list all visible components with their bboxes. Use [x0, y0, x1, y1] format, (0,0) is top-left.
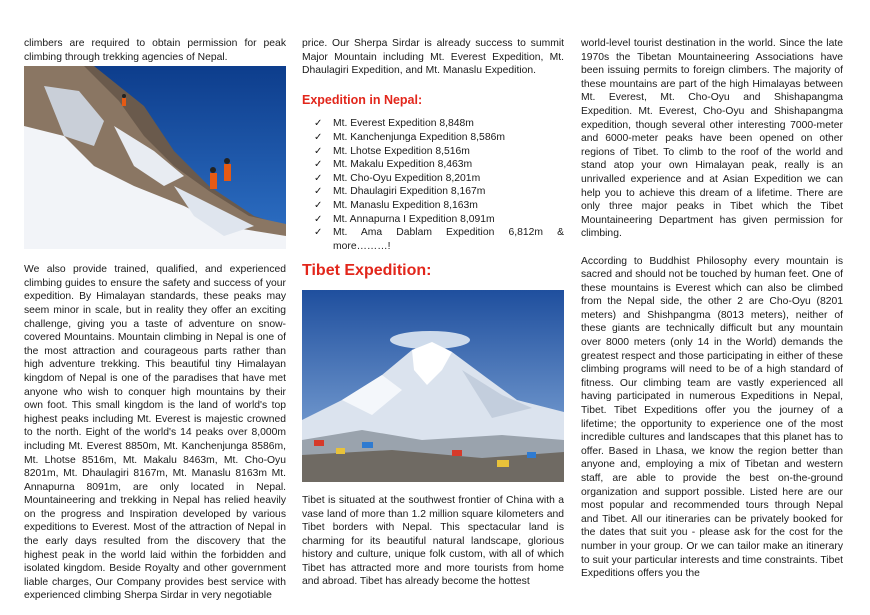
list-item: ✓ Mt. Makalu Expedition 8,463m — [314, 159, 473, 171]
expedition-list — [302, 117, 564, 253]
list-item: ✓ Mt. Lhotse Expedition 8,516m — [314, 145, 470, 157]
col1-intro-text: climbers are required to obtain permission for peak climbing through trekking agencies of Nepal. — [24, 38, 286, 63]
list-item: ✓ Mt. Manaslu Expedition 8,163m — [314, 199, 478, 211]
list-item: ✓ Mt. Dhaulagiri Expedition 8,167m — [314, 186, 486, 198]
checkmark-icon: ✓ — [314, 145, 323, 157]
checkmark-icon: ✓ — [314, 186, 323, 198]
checkmark-icon: ✓ — [314, 227, 323, 239]
column-middle — [302, 37, 564, 589]
column-right — [581, 37, 843, 581]
col1-body-text: We also provide trained, qualified, and experienced climbing guides to ensure the safety and success of your expedition. By Himalayan standards, these peaks may seem minor in scale, but in reality they offer an exciting challenge, giving you a taste of adventure on snow-covered Mountains. Mountain climbing in Nepal is one of the most attraction and courageous parts rather than high adventure trekking. This beautiful tiny Himalayan kingdom of Nepal is one of the paradises that have met anyone who wish to conquer high mountains by their own foot. This small kingdom is the land of world's top highest peaks including Mt. Everest is majestic crowned to the north. Eight of the world's 14 peaks over 8,000m including Mt. Everest 8850m, Mt. Kanchenjunga 8586m, Mt. Lhotse 8516m, Mt. Makalu 8463m, Mt. Cho-Oyu 8201m, Mt. Dhaulagiri 8167m, Mt. Manaslu 8163m Mt. Annapurna 8091m, are only located in Nepal. Mountaineering and trekking in Nepal has relied heavily on the progress and Inspiration developed by various expeditions to Everest. Most of the attraction of Nepal in the early days resulted from the discovery that the highest peak in the world laid within the forbidden and isolated kingdom. Beside Royalty and other government liable charges, Our Company provides best service with experienced climbing Sherpa Sirdar in very negotiable — [24, 264, 286, 602]
checkmark-icon: ✓ — [314, 131, 323, 143]
heading-expedition-nepal: Expedition in Nepal: — [302, 92, 423, 107]
heading-tibet-expedition: Tibet Expedition: — [302, 262, 432, 280]
checkmark-icon: ✓ — [314, 199, 323, 211]
checkmark-icon: ✓ — [314, 159, 323, 171]
list-item: ✓ Mt. Annapurna I Expedition 8,091m — [314, 213, 495, 225]
column-left — [24, 37, 286, 603]
checkmark-icon: ✓ — [314, 213, 323, 225]
climbers-photo — [24, 66, 286, 249]
col2-body-text: Tibet is situated at the southwest frontier of China with a vase land of more than 1.2 million square kilometers and Tibet borders with Nepal. This spectacular land is charming for its beautiful natural landscape, glorious history and culture, unique folk custom, with all of which Tibet has attracted more and more tourists from home and abroad. Tibet has already become the hottest — [302, 494, 564, 588]
tibet-peak-photo — [302, 290, 564, 482]
list-item: ✓ Mt. Cho-Oyu Expedition 8,201m — [314, 172, 481, 184]
checkmark-icon: ✓ — [314, 172, 323, 184]
list-item: ✓ Mt. Everest Expedition 8,848m — [314, 118, 474, 130]
checkmark-icon: ✓ — [314, 118, 323, 130]
list-item: ✓ Mt. Kanchenjunga Expedition 8,586m — [314, 131, 505, 143]
col3-para2: According to Buddhist Philosophy every mountain is sacred and should not be touched by human feet. One of these mountains is Everest which can also be climbed from the Nepal side, the other 2 are Cho-Oyu (8201 meters) and Shishpangma (8013 meters), neither of these giants are technically difficult but any mountain over 8000 meters (only 14 in the World) demands the greatest respect and those participating in either of these climbing programs will need to be of a high standard of fitness. Our climbing team are vastly experienced all having participated in numerous Expeditions in Nepal, Tibet. Tibet Expeditions offer you the journey of a lifetime; the opportunity to experience one of the most incredible cultures and landscapes that this planet has to offer. Based in Lhasa, we know the region better than anyone and, employing a mix of Tibetan and western staff, are able to provide the best on-the-ground organization and support possible. Listed here are our most popular and recommended tours through Nepal and Tibet. All our itineraries can be privately booked for the dates that suit you - please ask for the cost for the number in your group. Or we can tailor make an itinerary to suit your particular interests and time constraints. Tibet Expeditions offers you the — [581, 255, 843, 580]
col3-para1: world-level tourist destination in the world. Since the late 1970s the Tibetan Mountaineering Associations have been issuing permits to foreign climbers. The majority of these mountains are part of the high Himalayas between Mt. Everest, Mt. Cho-Oyu and Shishapangma Expedition. Mt. Everest, Cho-Oyu and Shishapangma expedition, though several other interesting 7000-meter and 6000-meter peaks have been opened on other regions of Tibet. To climb to the roof of the world and stand atop your own Himalayan peak, really is an unrivalled experience and at Asian Expedition we can help you to achieve this dream of a lifetime. There are only three major peaks in Tibet which the Tibet Mountaineering Department has given permission for climbing. — [581, 38, 843, 240]
list-item: ✓ Mt. Ama Dablam Expedition 6,812m & more………! — [314, 227, 564, 252]
col2-intro-text: price. Our Sherpa Sirdar is already success to summit Major Mountain including Mt. Everest Expedition, Mt. Dhaulagiri Expedition, and Mt. Manaslu Expedition. — [302, 38, 564, 77]
